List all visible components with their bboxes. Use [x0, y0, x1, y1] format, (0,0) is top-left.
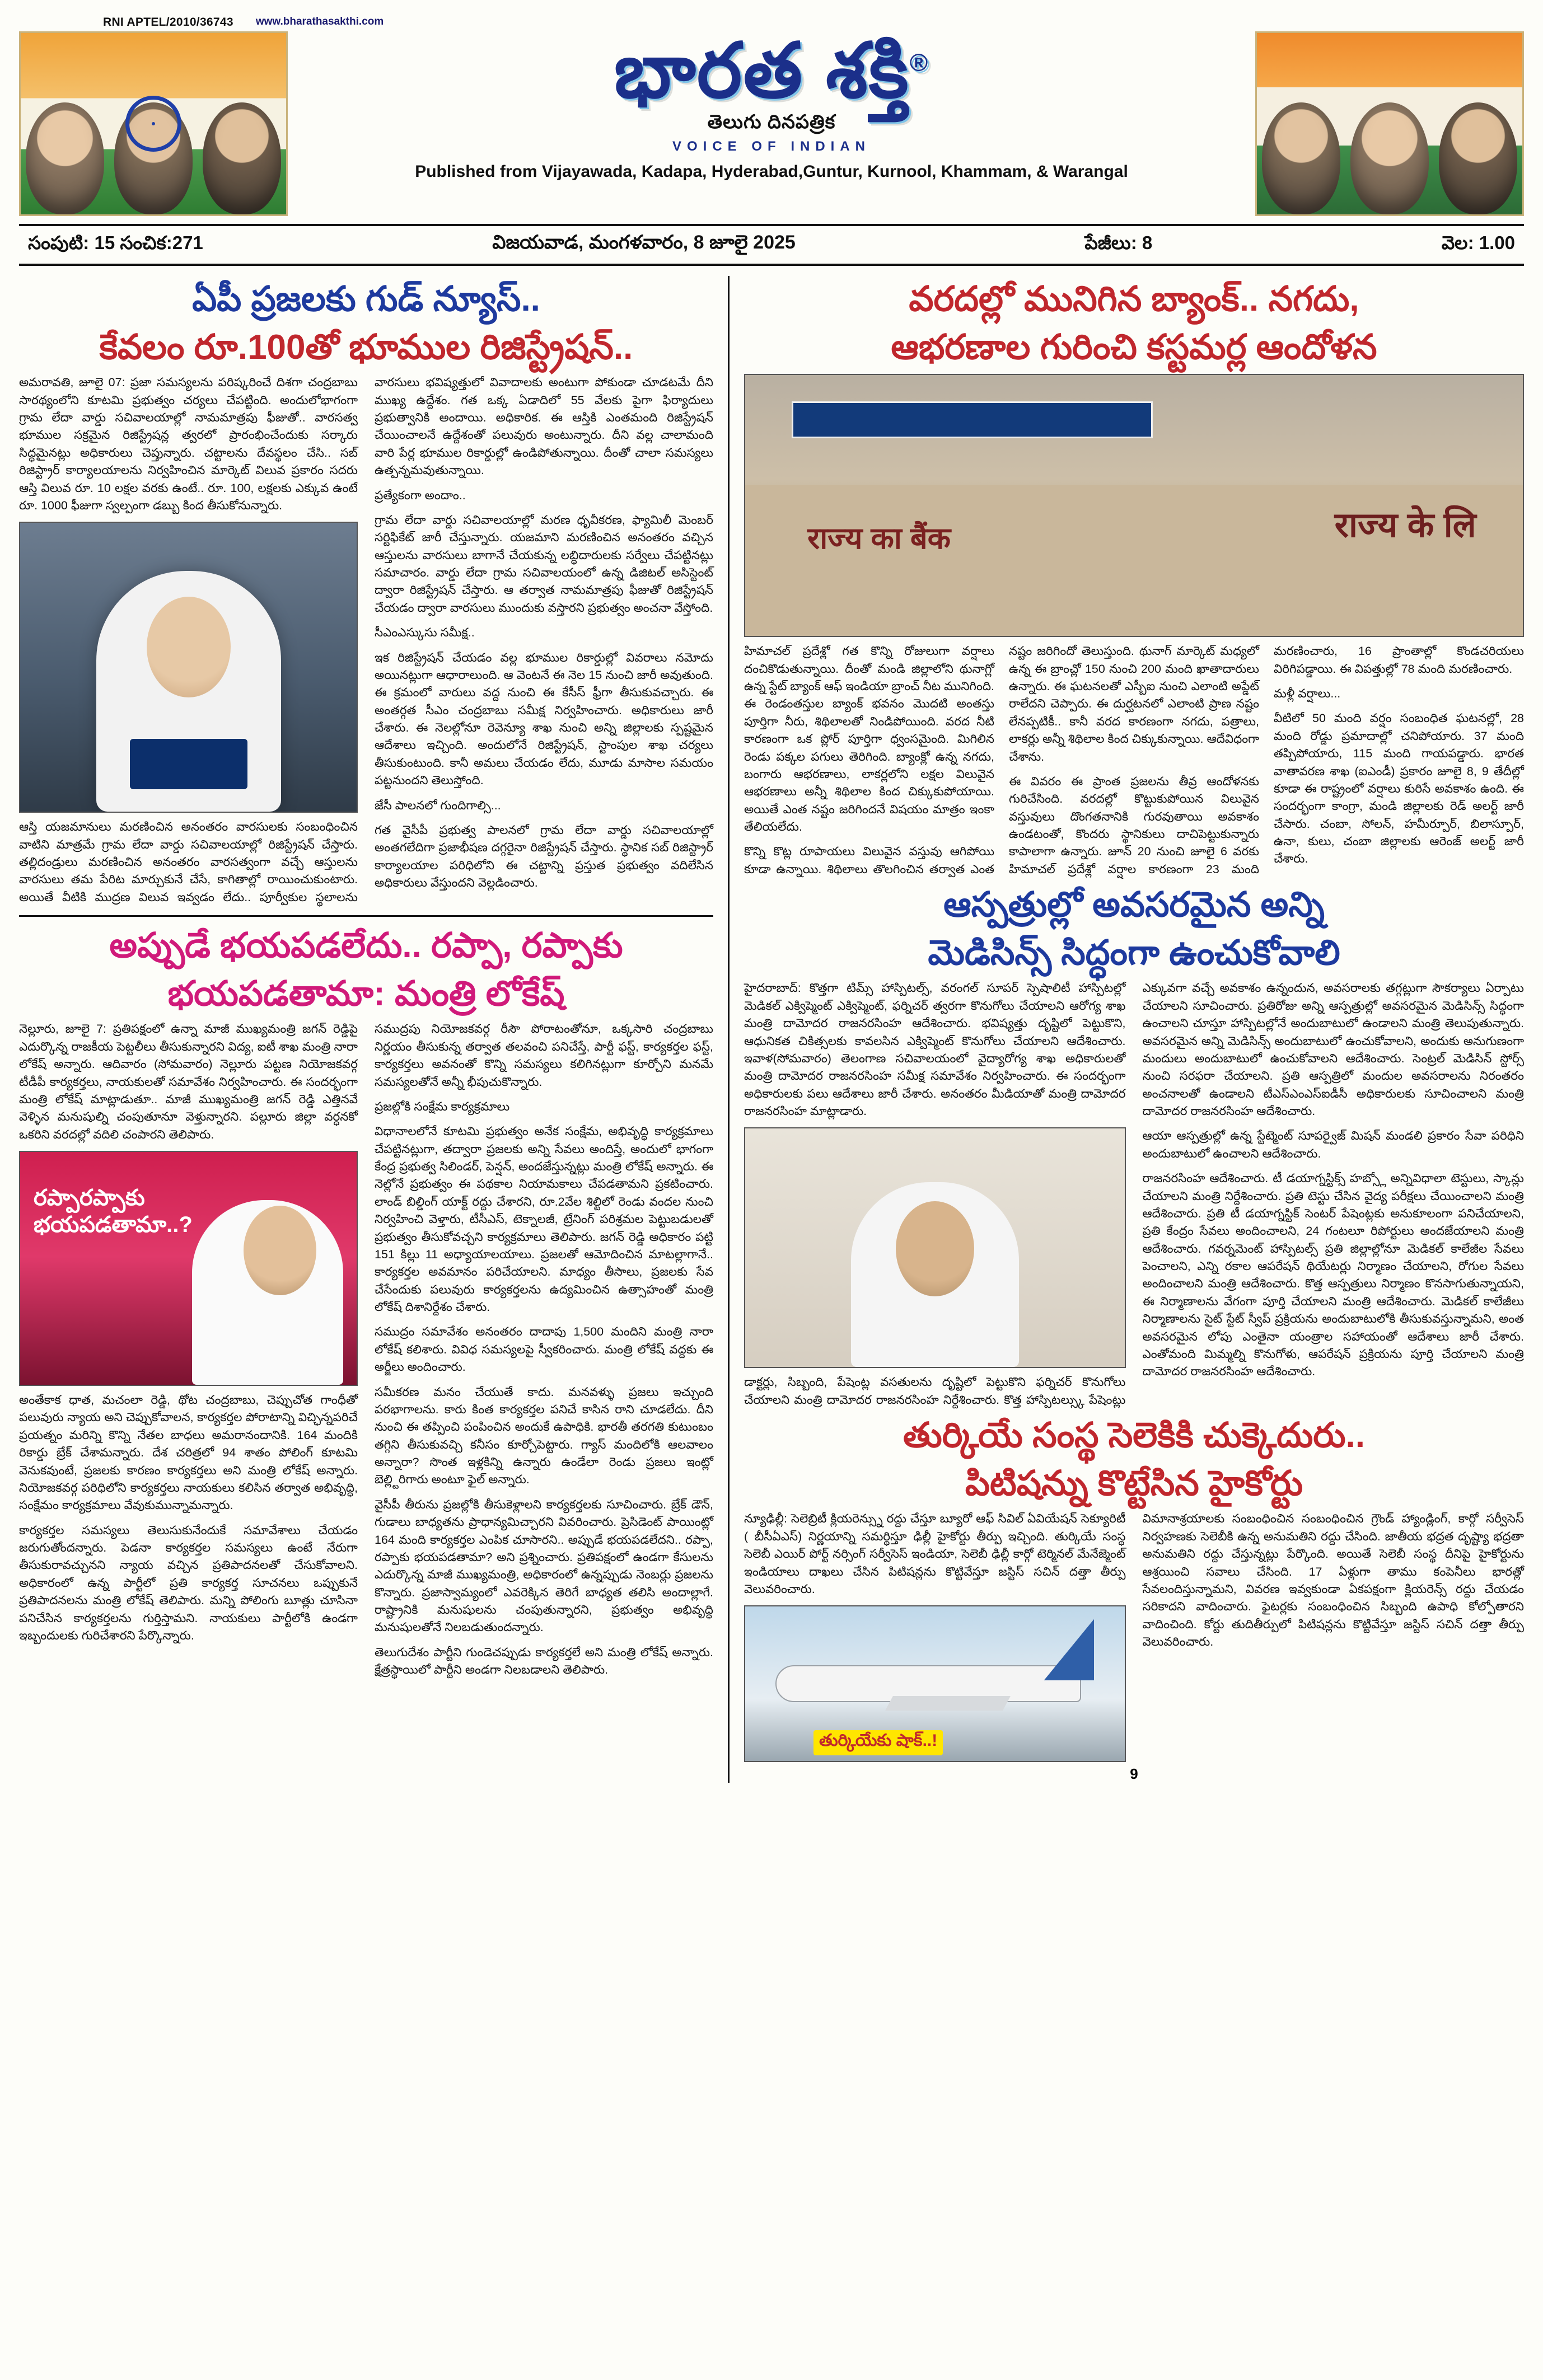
masthead-title-block — [298, 28, 1245, 181]
price: వెల: 1.00 — [1441, 232, 1515, 253]
header-top-row — [19, 16, 1524, 29]
main-content — [19, 276, 1524, 1783]
story1-para: ఆస్తి యజమానులు మరణించిన అనంతరం వారసులకు సంబంధించిన వాటిని మాత్రమే గ్రామ లేదా వార్డు సచివాలయాల్లో రిజిస్ట్రేషన్ చేస్తారు. తల్లిదండ్రులు మరణించిన అనంతరం వారసత్వంగా వచ్చే ఆస్తులను వారసులు తమ పేరిట మార్చుకునే చేసే, కాగితాల్లో రాయించుకుంటారు. అయితే వీటికి ముద్రణ విలువ ఇవ్వడం లేదు.. పూర్వీకుల స్థలాలను వారసులు భవిష్యత్తులో వివాదాలకు అంటుగా పోకుండా చూడటమే దీని ముఖ్య ఉద్దేశం. గత ఒక్క ఏడాదిలో 55 వేలకు పైగా ఫిర్యాదులు ప్రభుత్వానికి అందాయి. అధికారిక. ఈ ఆస్తికి ఎంతమంది రిజిస్ట్రేషన్ చేయించాలనే ఉద్దేశంతో పలువురు అంటున్నారు. దీని వల్ల చాలామంది వారి పేర్ల భూముల రికార్డుల్లో ఉండిపోతున్నాయి. దీంతో చాలా సమస్యలు ఉత్పన్నమవుతున్నాయి. — [19, 376, 713, 904]
aircraft-photo — [744, 1605, 1126, 1762]
masthead — [19, 28, 1524, 216]
story3-subhead: ప్రజల్లోకి సంక్షేమ కార్యక్రమాలు — [375, 1099, 510, 1113]
story3-para: సమీకరణ మనం చేయుతే కాదు. మనవళ్ళు ప్రజలు ఇచ్చుంది పరభాగాలను. కారు కింత కార్యకర్తల పనిచే కాసిన రాని చూడలేదు. దీని నుంచి ఈ తప్పించి పంపించిన అందుకే ఉపాధికి. భారతీ తరగతి కుటుంబం తగ్గిని తీసుకువచ్చి కనీసం కూర్చోపెట్టారు. గ్యాస్ మందిలోకి ఆలవాలం అన్నారా? సొంత ఇళ్లకిన్ని ఉన్నారు ఉండేలా రెండు ప్రజలు ఇంట్లో బెల్ల్టిరిగారు అంటూ ఫైల్ అన్నారు. — [375, 1385, 713, 1487]
story5-para: న్యూఢిల్లీ: సెలెబ్రిటీ క్లియరెన్స్ను రద్దు చేస్తూ బ్యూరో ఆఫ్ సివిల్ ఏవియేషన్ సెక్యూరిటీ ( బీసీఏఎస్) నిర్ణయాన్ని సమర్థిస్తూ ఢిల్లీ హైకోర్టు తీర్పు ఇచ్చింది. తుర్కియే సంస్థ సెలెబీ ఎయిర్ పోర్ట్ నర్సింగ్ సర్వీసెస్ ఇండియా, సెలెబీ ఢిల్లీ కార్గో టెర్మినల్ మేనేజ్మెంట్ ఇండియాలు దాఖలు చేసిన పిటిషన్లను కొట్టివేస్తూ జస్టిస్ సచిన్ దత్తా తీర్పు వెలువరించారు. — [744, 1512, 1126, 1596]
story2-para: హిమాచల్ ప్రదేశ్లో గత కొన్ని రోజులుగా వర్షాలు దంచికొడుతున్నాయి. దీంతో మండి జిల్లాలోని థునాగ్లో ఉన్న స్టేట్ బ్యాంక్ ఆఫ్ ఇండియా బ్రాంచ్ నీట మునిగింది. ఈ రెండంతస్తుల బ్యాంక్ భవనం మొదటి అంతస్తు పూర్తిగా నీరు, శిథిలాలతో నిండిపోయింది. వరద నీటి కారణంగా ఒక ప్లోర్ పూర్తిగా ధ్వంసమైంది. మిగిలిన రెండు పక్కల పగులు తెరిగింది. బ్యాంక్లో ఉన్న నగదు, బంగారు ఆభరణాలు, లాకర్లలోని లక్షల విలువైన ఆభరణాలు అన్నీ శిథిలాల కింద చిక్కుకుపోయాయి. అయితే ఎంత నష్టం జరిగిందనే విషయం మాత్రం ఇంకా తేలియలేదు. — [744, 644, 994, 833]
column-rule — [728, 276, 730, 1783]
story2-headline-line2: ఆభరణాల గురించి కస్టమర్ల ఆందోళన — [891, 327, 1377, 367]
ashoka-chakra-icon — [125, 96, 181, 152]
rni-number: RNI APTEL/2010/36743 — [103, 16, 233, 29]
story2-subhead: మళ్లీ వర్షాలు... — [1274, 687, 1341, 700]
flooded-bank-photo — [744, 374, 1524, 637]
story3-para: సముద్రం సమావేశం అనంతరం దాదాపు 1,500 మందిని మంత్రి నారా లోకేష్ కలిశారు. వివిధ సమస్యలపై స్వీకరించారు. మంత్రి లోకేష్ వద్దకు ఈ అర్జీలు అందించారు. — [375, 1325, 713, 1374]
story1-para: గత వైసీపీ ప్రభుత్వ పాలనలో గ్రామ లేదా వార్డు సచివాలయాల్లో అంతగలేదిగా ప్రజాభీషణ దగ్గరైనా రిజిస్ట్రేషన్ చేస్తారు. స్థానిక సబ్ రిజిస్ట్రార్ కార్యాలయాల పరిధిలోని ఈ చట్టాన్ని ప్రస్తుత ప్రభుత్వం వదిలేసిన అధికారులు వేస్తుందని వెల్లడించారు. — [375, 823, 713, 889]
story2-para: ఈ వివరం ఈ ప్రాంత ప్రజలను తీవ్ర ఆందోళనకు గురిచేసింది. వరదల్లో కొట్టుకుపోయిన విలువైన వస్తువులు దొంగతనానికి గురవుతాయి అవకాశం ఉండటంతో, కొందరు స్థానికులు దాచిపెట్టుకున్నారు కాపాలాగా ఉన్నారు. జూన్ 20 నుంచి జూలై 6 వరకు హిమాచల్ ప్రదేశ్లో వర్షాల కారణంగా 23 మంది మరణించారు, 16 ప్రాంతాల్లో కొండచరియలు విరిగిపడ్డాయి. ఈ విపత్తుల్లో 78 మంది మరణించారు. — [1009, 644, 1524, 876]
page-count: పేజీలు: 8 — [1084, 232, 1153, 253]
place-and-date: విజయవాడ, మంగళవారం, 8 జూలై 2025 — [492, 232, 796, 253]
story4-para: హైదరాబాద్: కొత్తగా టిమ్స్ హాస్పిటల్స్, వరంగల్ సూపర్ స్పెషాలిటీ హాస్పిటల్లో మెడికల్ ఎక్విప్మెంట్ ఎక్విప్మెంట్, ఫర్నిచర్ త్వరగా కొనుగోలు చేయాలని ఆరోగ్య శాఖ మంత్రి దామోదర రాజనరసింహ ఆదేశించారు. భవిష్యత్తు దృష్టిలో పెట్టుకొని, ఆధునికత చికిత్సలకు కావలసిన ఎక్విప్మెంట్ కొనుగోలు చేయాలని ఆదేశించారు. ఇవాళ(సోమవారం) తెలంగాణ సచివాలయంలో వైద్యారోగ్య శాఖ అధికారులతో మంత్రి దామోదర రాజనరసింహ సమీక్ష సమావేశం నిర్వహించారు. ఈ సందర్భంగా అధికారులకు పలు ఆదేశాలు జారీ చేశారు. అనంతరం మీడియాతో మంత్రి దామోదర రాజనరసింహ మాట్లాడారు. — [744, 981, 1126, 1118]
story1-headline: కేవలం రూ.100తో భూముల రిజిస్ట్రేషన్.. — [99, 327, 633, 367]
story1-subhead: జేసీ పాలనలో గుందిగాల్సి... — [375, 798, 501, 812]
story5-headline-line2: పిటిషన్ను కొట్టేసిన హైకోర్టు — [965, 1464, 1303, 1503]
freedom-fighters-photo — [1255, 31, 1524, 216]
story-flooded-bank — [744, 278, 1524, 878]
story3-para: అంతేకాక ధాత, మచంలా రెడ్డి, థోట చంద్రబాబు, చెప్పుచోత గాంధీతో పలువురు న్యాయ అని చెప్పుకోవాలన, కార్యకర్తల పోరాటాన్ని విచ్ఛిన్నపరిచే ప్రయత్నం మరిన్ని కొన్ని నేతల బాధలు అమరానందానికి. 164 మందికి రికార్డు బ్రేక్ చేశామన్నారు. దేశ చరిత్రలో 94 శాతం పోలింగ్ కూటమి వెనుకవుంటే, ప్రజలకు కారణం కార్యకర్తలు అని మంత్రి లోకేష్ అన్నారు. నియోజకవర్గ పరిధిలోని కార్యకర్తలు నాయకులు కలిసిన తర్వాత అభివృద్ధి, సంక్షేమం కార్యక్రమాలు వేవుకుమున్నామన్నారు. — [19, 1393, 358, 1512]
story3-headline-line1: అప్పుడే భయపడలేదు.. రప్పా, రప్పాకు — [109, 926, 623, 966]
story1-para: ఇక రిజిస్ట్రేషన్ చేయడం వల్ల భూముల రికార్డుల్లో వివరాలు నమోదు అయినట్లుగా ఆధారాలుంది. ఆ వెంటనే ఈ నెల 15 నుంచి జారీ అవుతుంది. ఈ క్రమంలో వారులు వద్ద నుంచి ఈ కేసీస్ ఫ్రీగా తీసుకువచ్చారు. ఈ అంతర్గత సీఎం చంద్రబాబు సమీక్ష నిర్వహించారు. అధికారులు జారీ చేశారు. ఈ నెలల్లోనూ రెవెన్యూ శాఖ నుంచి అన్ని జిల్లాలకు స్పష్టమైన ఆదేశాలు ఇచ్చింది. అందులోనే రిజిస్ట్రేషన్, స్టాంపుల శాఖ చర్యలు తీసుకుంటుంది. కానీ అమలు చేయడం లేదు, మూడు మాసాల సమయం పట్టనుందని తెలుస్తోంది. — [375, 650, 713, 788]
story1-kicker: ఏపీ ప్రజలకు గుడ్ న్యూస్.. — [192, 280, 540, 318]
story3-para: విధానాలలోనే కూటమి ప్రభుత్వం అనేక సంక్షేమ, అభివృద్ధి కార్యక్రమాలు చేపట్టినట్లుగా, తద్వారా ప్రజలకు అన్ని సేవలు అందిస్తే, అందులో భాగంగా కేంద్ర ప్రభుత్వ సిలిండర్, పెన్షన్, అందజేస్తున్నట్లు మంత్రి లోకేష్ అన్నారు. ఈ నెల్లోనే ప్రభుత్వం ఈ పథకాల నియామకాలు చేపడతామని ప్రకటించారు. లాండ్ బిల్డింగ్ యాక్ట్ రద్దు చేశారని, రూ.2వేల శిల్టిలో రెండు వందల నుంచి నిర్వహించి వెళ్తారు, టీసీఎస్, టెక్నాలజీ, ట్రేనింగ్ పరిశ్రమల పెట్టుబడులతో ప్రభుత్వం తీసుకోవచ్చని కార్యక్రమాలు తెలిపారు. జగన్ రెడ్డి అధికారం పట్టి 151 కిల్లు 11 అధ్యాయాలయాలు. ప్రజలతో ఆమోదించిన మాటల్లాగానే.. కార్యకర్తల అవమానం పరిచేయాలని. మాధ్యం తీసాలు, ప్రజలకు సేవ చేసేందుకు పలువురు కార్యకర్తలను ఉద్యమించిన ఉత్సాహంతో మంత్రి లోకేష్ దిశానిర్దేశం చేశారు. — [375, 1125, 713, 1314]
story3-para: తెలుగుదేశం పార్టీని గుండెచప్పుడు కార్యకర్తలే అని మంత్రి లోకేష్ అన్నారు. క్షేత్రస్థాయిలో పార్టీని అండగా నిలబడాలని తెలిపారు. — [375, 1645, 713, 1677]
volume-issue: సంపుటి: 15 సంచిక:271 — [28, 232, 203, 253]
story4-para: డాక్టర్లు, సిబ్బంది, పేషెంట్ల వసతులను దృష్టిలో పెట్టుకొని ఫర్నిచర్ కొనుగోలు చేయాలని మంత్రి దామోదర రాజనరసింహ నిర్దేశించారు. కొత్త హాస్పిటల్స్కు పేషెంట్లు ఎక్కువగా వచ్చే అవకాశం ఉన్నందున, అవసరాలకు తగ్గట్లుగా సౌకర్యాలు ఏర్పాటు చేయాలని సూచించారు. ప్రతిరోజు అన్ని ఆస్పత్రుల్లో అవసరమైన మెడిసిన్స్ సిద్ధంగా ఉంచాలని చూస్తూ హాస్పిటల్లోనే అందుబాటులో ఉండాలని మంత్రి తెలుపుతున్నారు. అవసరమైన అన్ని మెడిసిన్స్ అందుబాటులో ఉంచుకోవాలని, అందుకు అనుగుణంగా మందులు అందుబాటులో ఉంచుకోవాలని ఆదేశించారు. సెంట్రల్ మెడిసిన్ స్టోర్స్ నుంచి సరఫరా చేయాలని. ప్రతి ఆస్పత్రిలో మందుల అవసరాలను నిరంతరం అంచనాలతో ఉండాలని టీఎస్ఎంఎస్ఐడీసీ అధికారులకు సూచించాలని మంత్రి దామోదర రాజనరసింహ ఆదేశించారు. — [744, 981, 1524, 1407]
chandrababu-naidu-photo — [19, 522, 358, 813]
paper-title-text: భారత శక్తి — [614, 28, 910, 113]
website-url[interactable]: www.bharathasakthi.com — [255, 16, 384, 27]
page-number: 9 — [1130, 1765, 1138, 1783]
story2-headline-line1: వరదల్లో మునిగిన బ్యాంక్.. నగదు, — [909, 280, 1359, 318]
right-column-group — [744, 276, 1524, 1783]
masthead-subtitle-english: VOICE OF INDIAN — [672, 139, 871, 154]
bank-sign-hindi-right: राज्य के लि — [1334, 505, 1476, 545]
story3-para: కార్యకర్తల సమస్యలు తెలుసుకునేందుకే సమావేశాలు చేయడం జరుగుతోందన్నారు. పెడనా కార్యకర్తల సమస్యలు ఉంటే నేరుగా తీసుకురావచ్చునని న్యాయ వచ్చిన ప్రతిపాదనలతో చేసుకోవాలని. అధికారంలో ఉన్న పార్టీలో ప్రతి కార్యకర్త సూచనలు ఒప్పుకునే ప్రతిపాదనలను మంత్రి లోకేష్ తెలిపారు. మన్ని పోలింగు బూత్లు చూసినా పనిచేసిన కార్యకర్తలను గుర్తిస్తామని. నాయకులు పార్టీలోకి ఉండగా ఇబ్బందులకు గురిచేశారని పేర్కొన్నారు. — [19, 1523, 358, 1642]
photo-badge: తుర్కియేకు షాక్..! — [813, 1730, 943, 1755]
story3-headline-line2: భయపడతామా: మంత్రి లోకేష్ — [167, 974, 565, 1013]
story1-subhead: ప్రత్యేకంగా అందాం.. — [375, 488, 466, 502]
story3-para: వైసీపీ తీరును ప్రజల్లోకి తీసుకెళ్లాలని కార్యకర్తలకు సూచించారు. బ్రేక్ డౌన్, గుడాలు బాధ్యతను ప్రాధాన్యమిచ్చారని వివరించారు. ప్రెసిడెంట్ పాయింట్లో 164 మంది కార్యకర్తల ఎంపిక చూసారని.. అప్పుడే భయపడలేదని.. రప్పా, రప్పాకు భయపడతామా? అని ప్రశ్నించారు. ప్రతిపక్షంలో ఉండగా కేసులను ఎదుర్కొన్న మాజీ ముఖ్యమంత్రి, అధికారంలో ఉన్నప్పుడు నెంబర్లు ప్రజలను కొన్నారు. ప్రజాస్వామ్యంలో ఎవరెక్కిన తెరిగే బాధ్యత తలిసి అందాల్లాగే. రాష్ట్రానికి మనుషులను చంపుతున్నారని, ప్రభుత్వం అభివృద్ధి మనుషులతోనే నిలబడుతుందన్నారు. — [375, 1497, 713, 1634]
info-bar — [19, 224, 1524, 266]
story2-para: వీటిలో 50 మంది వర్షం సంబంధిత ఘటనల్లో, 28 మంది రోడ్డు ప్రమాదాల్లో చనిపోయారు. 37 మంది తప్పిపోయారు, 115 మంది గాయపడ్డారు. భారత వాతావరణ శాఖ (ఐఎండీ) ప్రకారం జూలై 8, 9 తేదీల్లో కూడా ఈ రాష్ట్రంలో వర్షాలు కురిసే అవకాశం ఉంది. ఈ సందర్భంగా కాంగ్రా, మండి జిల్లాలకు రెడ్ అలర్ట్ జారీ చేసారు. చంబా, సోలన్, హమీర్పూర్, బిలాస్పూర్, ఉనా, కులు, చంబా జిల్లాలకు ఆరెంజ్ అలర్ట్ జారీ చేశారు. — [1274, 711, 1524, 866]
story-lokesh — [19, 925, 713, 1679]
story1-subhead: సీఎంఎస్కుసు సమీక్ష.. — [375, 626, 475, 640]
story4-para: రాజనరసింహ ఆదేశించారు. టీ డయాగ్నస్టిక్స్ హబ్స్లో అన్నివిధాలా టెస్టులు, స్కాన్లు చేయాలని మంత్రి నిర్దేశించారు. ప్రతి టెస్టు చేసిన వైద్య పరీక్షలు చేయించాలని మంత్రి ఆదేశించారు. ప్రతి టీ డయాగ్నస్టిక్ సెంటర్ పేషెంట్లకు అనుకూలంగా పనిచేయాలని, ప్రతి కేంద్రం సేవలు అందించాలని, 24 గంటలూ రిపోర్టులు అందజేయాలని మంత్రి ఆదేశించారు. గవర్నమెంట్ హాస్పిటల్స్ ప్రతి జిల్లాల్లోనూ మెడికల్ కాలేజీల సేవలు పెంచాలని, ఎన్ని రకాల ఆపరేషన్ థియేటర్లు నిర్మాణం చేయాలని, రోగుల సేవలు అందించాలని మంత్రి ఆదేశించారు. కొత్త ఆస్పత్రులు నిర్మాణం కొనసాగుతున్నాయని, ఈ నిర్మాణాలను వేగంగా పూర్తి చేయాలని మంత్రి ఆదేశించారు. మెడికల్ కాలేజీలు నిర్మాణాలను సైట్ స్టేట్ స్వీప్ ప్రక్రియను అందుబాటులోకి తీసుకువస్తున్నామని, అంత అవసరమైన లోపు ఎంతైనా యంత్రాల సహాయంతో ఆదేశాలు జారీ చేశారు. ఎంతోమంది మిమ్మల్ని కొనుగోళు, ఆపరేషన్ ప్రక్రియను పూర్తి చేయాలని మంత్రి దామోదర రాజనరసింహ ఆదేశించారు. — [1142, 1172, 1524, 1379]
nara-lokesh-photo — [19, 1151, 358, 1386]
section-divider — [19, 915, 713, 917]
story-hospitals — [744, 884, 1524, 1409]
national-leaders-photo — [19, 31, 288, 216]
story3-para: నెల్లూరు, జూలై 7: ప్రతిపక్షంలో ఉన్నా మాజీ ముఖ్యమంత్రి జగన్ రెడ్డిపై ఎదుర్కొన్న రాజకీయ పెట్టలీలు తీసుకున్నారని విద్య, ఐటీ శాఖ మంత్రి నారా లోకేష్ అన్నారు. ఆదివారం (సోమవారం) నెల్లూరు పట్టణ నియోజకవర్గ టీడీపీ కార్యకర్తలు, నాయకులతో సమావేశం నిర్వహించారు. ఈ సందర్భంగా మంత్రి లోకేష్ మాట్లాడుతూ.. మాజీ ముఖ్యమంత్రి జగన్ రెడ్డి ఎత్తినవే వెళ్ళిన మనుషుల్ని చంపుతూనూ వెళ్తున్నారని. పల్లూరు జిల్లా వర్ధనకో ఒకరిని వరదల్లో వదిలి చంపారని తెలిపారు. — [19, 1022, 358, 1141]
masthead-subtitle-telugu: తెలుగు దినపత్రిక — [707, 111, 836, 133]
story-ap-registration — [19, 278, 713, 906]
story4-para: ఆయా ఆస్పత్రుల్లో ఉన్న స్టేట్మెంట్ సూపర్వైజ్ మిషన్ మండలి ప్రకారం సేవా పరిధిని అందుబాటులో ఉంచాలని ఆదేశించారు. — [1142, 1129, 1524, 1160]
story3-para: సముద్రపు నియోజకవర్గ రీసౌ పోరాటంతోనూ, ఒక్కసారి చంద్రబాబు నిర్ణయం తీసుకున్న తర్వాత తలవంచి పనిచేస్తే, పార్టీ ఫస్ట్, కార్యకర్తల ఫస్ట్, కార్యకర్తలు అవనంతో కొన్ని సమస్యలు కలిగినట్లుగా కూర్చోని మనమే సమస్యలతోనే అన్నీ భీపుచుకొన్నారు. — [375, 1022, 713, 1089]
bank-sign-hindi-left: राज्य का बैंक — [807, 522, 951, 556]
story2-para: కొన్ని కొట్ల రూపాయలు విలువైన వస్తువు ఆగిపోయి కూడా ఉన్నాయి. శిథిలాలు తొలగించిన తర్వాత ఎంత నష్టం జరిగిందో తెలుస్తుంది. థునాగ్ మార్కెట్ మధ్యలో ఉన్న ఈ బ్రాంచ్లో 150 నుంచి 200 మంది ఖాతాదారులు ఉన్నారు. ఈ ఘటనలతో ఎస్బీఐ నుంచి ఎలాంటి అప్డేట్ రాలేదని చెప్పారు. ఈ దుర్ఘటనలో ఎలాంటి ప్రాణ నష్టం లేనప్పటికీ.. కానీ వరద కారణంగా నగదు, పత్రాలు, లాకర్లు అన్నీ శిథిలాల కింద చిక్కుకున్నాయి. ఆదేవిధంగా చేశాను. — [744, 644, 1259, 876]
story1-para: అమరావతి, జూలై 07: ప్రజా సమస్యలను పరిష్కరించే దిశగా చంద్రబాబు సారథ్యంలోని కూటమి ప్రభుత్వం చర్యలు చేపట్టింది. అందులోభాగంగా గ్రామ లేదా వార్డు సచివాలయాల్లో నామమాత్రపు ఫీజుతో.. వారసత్వ భూముల సక్రమైన రిజిస్ట్రేషన్ల త్వరలో ప్రారంభించేందుకు సర్కారు సిద్ధమైనట్లు అధికారులు చెప్తున్నారు. చట్టాలను దేవస్థలం చేసి.. సబ్ రిజిస్ట్రార్ కార్యాలయాలను నిర్వహించిన మార్కెట్ విలువ ప్రకారం సదరు ఆస్తి విలువ రూ. 10 లక్షల వరకు ఉంటే.. రూ. 100, లక్షలకు ఎక్కువ ఉంటే రూ. 1000 ఫీజుగా స్వల్పంగా డబ్బు కింద తీసుకోనున్నారు. — [19, 376, 358, 512]
published-from: Published from Vijayawada, Kadapa, Hyderabad,Guntur, Kurnool, Khammam, & Warangal — [415, 162, 1128, 181]
registered-mark: ® — [909, 49, 929, 77]
story1-para: గ్రామ లేదా వార్డు సచివాలయాల్లో మరణ ధృవీకరణ, ఫ్యామిలీ మెంబర్ సర్టిఫికేట్ జారీ చేస్తున్నారు. యజమాని మరణించిన అనంతరం వచ్చిన ఆస్తులను వారసులు బాగానే చేయకున్న లబ్ధిదారులకు సర్వేలు చేపట్టినట్లు సమాచారం. వార్డు లేదా గ్రామ సచివాలయంలో ఉన్న డిజిటల్ అసిస్టెంట్ ద్వారా రిజిస్ట్రేషన్ చేస్తారు. ఆ తర్వాత నామమాత్రపు ఫీజుతో రిజిస్ట్రేషన్ చేయడం ద్వారా వారసులు ముందుకు వస్తారని ప్రభుత్వం అంచనా వేస్తోంది. — [375, 513, 713, 615]
story-celebi-highcourt — [744, 1414, 1524, 1783]
story4-headline-line1: ఆస్పత్రుల్లో అవసరమైన అన్ని — [943, 886, 1325, 925]
left-column-group — [19, 276, 713, 1783]
photo-banner-line2: భయపడతామా..? — [34, 1212, 193, 1238]
story5-para: విమానాశ్రయాలకు సంబంధించిన సంబంధించిన గ్రౌండ్ హ్యాండ్లింగ్, కార్గో సర్వీసెస్ నిర్వహణకు సెలెబీకి ఉన్న అనుమతిని రద్దు చేసింది. జాతీయ భద్రత దృష్ట్యా భద్రతా అనుమతిని రద్దు చేస్తున్నట్లు పేర్కొంది. అయితే సెలెబీ సంస్థ దీనిపై హైకోర్టును ఆశ్రయించి సవాలు చేసింది. 17 ఏళ్లుగా తాము కంపెనీలు భారత్లో సేవలందిస్తున్నామని, వివరణ ఇవ్వకుండా ఏకపక్షంగా క్లియరెన్స్ రద్దు చేయడం సరికాదని వాదించారు. ఫైటర్లకు సంబంధించిన సిబ్బంది ఉపాధి కోల్పోతారని వాదించింది. కోర్టు తుదితీర్పులో పిటిషన్లను కొట్టివేస్తూ జస్టిస్ సచిన్ దత్తా తీర్పు వెలువరించారు. — [1142, 1512, 1524, 1648]
story4-headline-line2: మెడిసిన్స్ సిద్ధంగా ఉంచుకోవాలి — [928, 933, 1340, 972]
story5-headline-line1: తుర్కియే సంస్థ సెలెకికి చుక్కెదురు.. — [903, 1416, 1365, 1455]
page-title — [614, 28, 929, 113]
minister-damodara-rajanarasimha-photo — [744, 1127, 1126, 1368]
photo-banner-line1: రప్పారప్పాకు — [34, 1186, 145, 1211]
